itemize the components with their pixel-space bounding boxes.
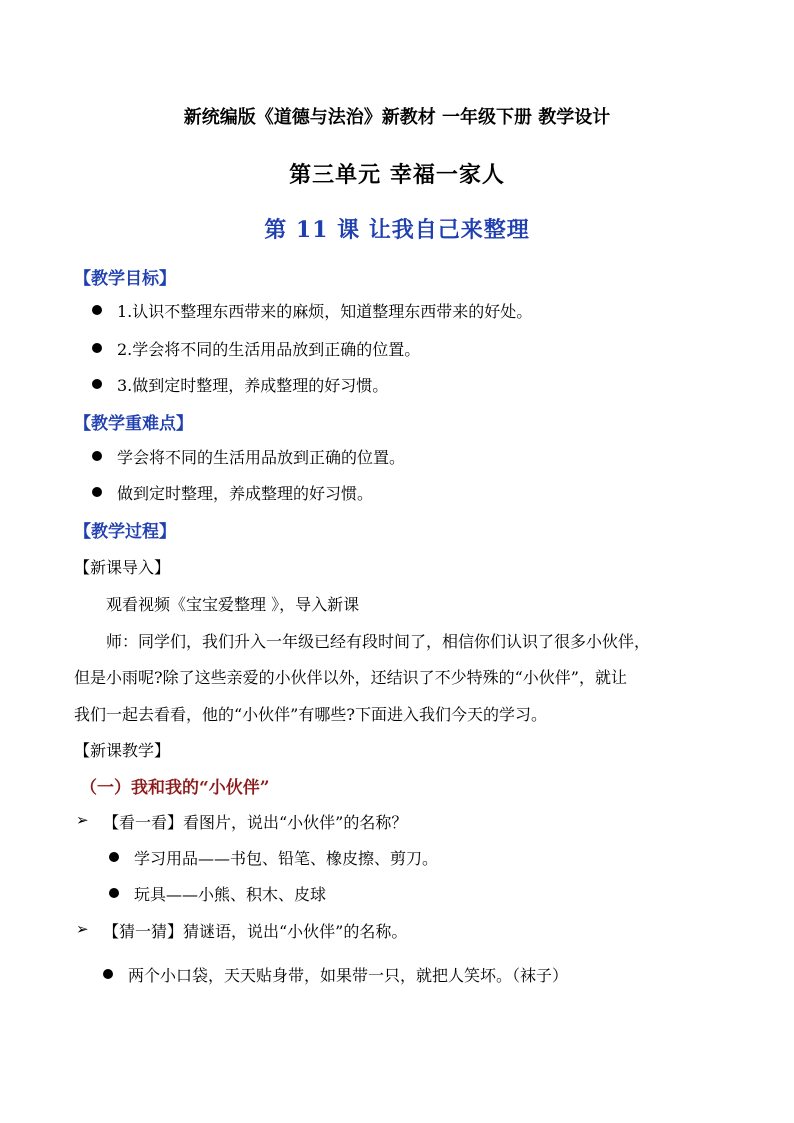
teacher-line: 师：同学们，我们升入一年级已经有段时间了，相信你们认识了很多小伙伴， [106,632,651,651]
bullet-icon [109,852,119,862]
intro-heading: 【新课导入】 [74,558,171,577]
bullet-icon [92,451,102,461]
document-header: 新统编版《道德与法治》新教材 一年级下册 教学设计 [183,107,611,128]
objective-item: 3.做到定时整理，养成整理的好习惯。 [117,376,389,395]
arrow-bullet-icon: ➢ [76,920,89,938]
guess-item: 两个小口袋，天天贴身带，如果带一只，就把人笑坏。（袜子） [128,966,569,985]
process-heading: 【教学过程】 [74,522,176,542]
lesson-title: 第 11 课 让我自己来整理 [264,217,530,243]
key-points-heading: 【教学重难点】 [74,414,193,434]
bullet-icon [92,487,102,497]
bullet-icon [103,969,113,979]
key-point-item: 学会将不同的生活用品放到正确的位置。 [117,448,406,467]
key-point-item: 做到定时整理，养成整理的好习惯。 [117,484,374,503]
bullet-icon [92,343,102,353]
look-item: 玩具——小熊、积木、皮球 [134,885,327,904]
teacher-line: 我们一起去看看，他的“小伙伴”有哪些?下面进入我们今天的学习。 [74,705,547,724]
look-item: 学习用品——书包、铅笔、橡皮擦、剪刀。 [134,849,439,868]
objective-item: 2.学会将不同的生活用品放到正确的位置。 [117,340,421,359]
guess-task: 【猜一猜】猜谜语，说出“小伙伴”的名称。 [103,922,408,941]
arrow-bullet-icon: ➢ [76,811,89,829]
intro-line: 观看视频《宝宝爱整理 》，导入新课 [106,595,360,614]
teacher-line: 但是小雨呢?除了这些亲爱的小伙伴以外，还结识了不少特殊的“小伙伴”，就让 [74,668,627,687]
look-task: 【看一看】看图片，说出“小伙伴”的名称？ [103,813,408,832]
unit-title: 第三单元 幸福一家人 [289,162,505,188]
objectives-heading: 【教学目标】 [74,269,176,289]
objective-item: 1.认识不整理东西带来的麻烦，知道整理东西带来的好处。 [117,302,533,321]
bullet-icon [92,305,102,315]
teaching-heading: 【新课教学】 [74,741,171,760]
bullet-icon [109,888,119,898]
part1-heading: （一）我和我的“小伙伴” [80,778,270,798]
bullet-icon [92,379,102,389]
